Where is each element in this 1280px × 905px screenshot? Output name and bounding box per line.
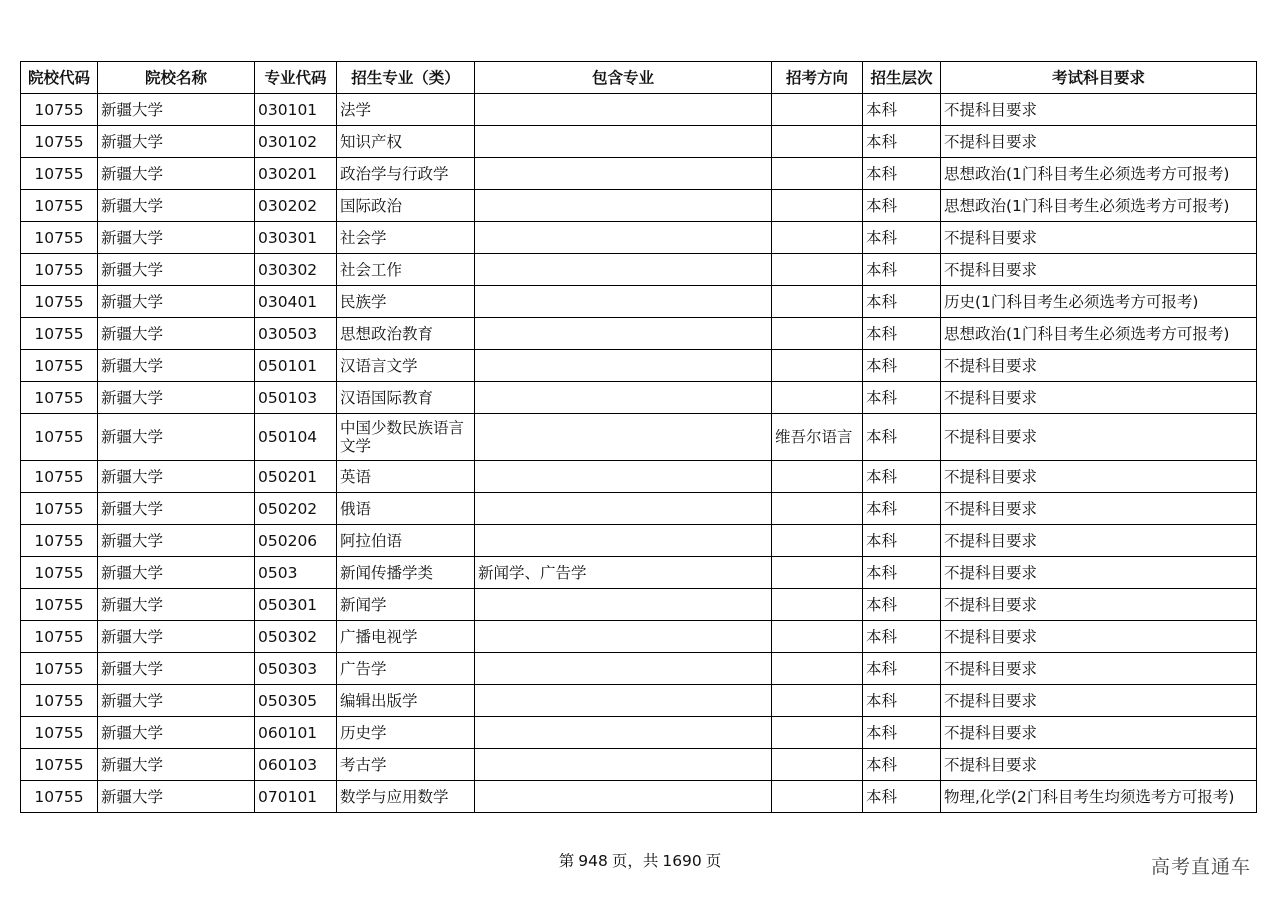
cell-school-name: 新疆大学 bbox=[98, 461, 255, 493]
cell-major: 新闻学 bbox=[337, 589, 475, 621]
cell-major-code: 0503 bbox=[255, 557, 337, 589]
table-body bbox=[21, 94, 1257, 813]
cell-major: 国际政治 bbox=[337, 190, 475, 222]
table-row bbox=[21, 493, 1257, 525]
table-row bbox=[21, 781, 1257, 813]
cell-included bbox=[475, 749, 772, 781]
header-included: 包含专业 bbox=[475, 62, 772, 94]
cell-level: 本科 bbox=[863, 94, 941, 126]
cell-requirement: 不提科目要求 bbox=[941, 350, 1257, 382]
cell-direction bbox=[772, 493, 863, 525]
cell-school-code: 10755 bbox=[21, 621, 98, 653]
header-requirement: 考试科目要求 bbox=[941, 62, 1257, 94]
cell-requirement: 不提科目要求 bbox=[941, 414, 1257, 461]
cell-major: 历史学 bbox=[337, 717, 475, 749]
table-row bbox=[21, 717, 1257, 749]
cell-level: 本科 bbox=[863, 685, 941, 717]
cell-school-code: 10755 bbox=[21, 749, 98, 781]
cell-major-code: 050101 bbox=[255, 350, 337, 382]
cell-direction bbox=[772, 350, 863, 382]
cell-school-name: 新疆大学 bbox=[98, 557, 255, 589]
cell-direction: 维吾尔语言 bbox=[772, 414, 863, 461]
cell-included bbox=[475, 653, 772, 685]
cell-included: 新闻学、广告学 bbox=[475, 557, 772, 589]
cell-included bbox=[475, 318, 772, 350]
cell-school-code: 10755 bbox=[21, 493, 98, 525]
cell-major: 中国少数民族语言文学 bbox=[337, 414, 475, 461]
cell-included bbox=[475, 222, 772, 254]
cell-direction bbox=[772, 286, 863, 318]
cell-major-code: 060101 bbox=[255, 717, 337, 749]
cell-included bbox=[475, 350, 772, 382]
cell-school-code: 10755 bbox=[21, 685, 98, 717]
cell-major-code: 030302 bbox=[255, 254, 337, 286]
table-row bbox=[21, 350, 1257, 382]
cell-major: 汉语国际教育 bbox=[337, 382, 475, 414]
cell-direction bbox=[772, 717, 863, 749]
cell-included bbox=[475, 461, 772, 493]
cell-school-name: 新疆大学 bbox=[98, 382, 255, 414]
cell-major: 民族学 bbox=[337, 286, 475, 318]
cell-major-code: 070101 bbox=[255, 781, 337, 813]
cell-direction bbox=[772, 94, 863, 126]
cell-major: 社会学 bbox=[337, 222, 475, 254]
cell-level: 本科 bbox=[863, 126, 941, 158]
cell-major: 汉语言文学 bbox=[337, 350, 475, 382]
cell-major: 广告学 bbox=[337, 653, 475, 685]
cell-school-name: 新疆大学 bbox=[98, 350, 255, 382]
cell-major-code: 050206 bbox=[255, 525, 337, 557]
cell-requirement: 不提科目要求 bbox=[941, 94, 1257, 126]
cell-school-name: 新疆大学 bbox=[98, 781, 255, 813]
watermark-text: 高考直通车 bbox=[1150, 856, 1251, 878]
cell-school-name: 新疆大学 bbox=[98, 717, 255, 749]
cell-included bbox=[475, 621, 772, 653]
table-row bbox=[21, 286, 1257, 318]
cell-level: 本科 bbox=[863, 781, 941, 813]
cell-major-code: 030503 bbox=[255, 318, 337, 350]
table-row bbox=[21, 525, 1257, 557]
cell-school-name: 新疆大学 bbox=[98, 126, 255, 158]
cell-level: 本科 bbox=[863, 382, 941, 414]
cell-school-code: 10755 bbox=[21, 126, 98, 158]
cell-included bbox=[475, 190, 772, 222]
table-row bbox=[21, 557, 1257, 589]
table-row bbox=[21, 749, 1257, 781]
cell-requirement: 物理,化学(2门科目考生均须选考方可报考) bbox=[941, 781, 1257, 813]
cell-school-name: 新疆大学 bbox=[98, 222, 255, 254]
cell-major-code: 060103 bbox=[255, 749, 337, 781]
cell-included bbox=[475, 94, 772, 126]
cell-school-name: 新疆大学 bbox=[98, 749, 255, 781]
cell-requirement: 不提科目要求 bbox=[941, 525, 1257, 557]
cell-major-code: 030201 bbox=[255, 158, 337, 190]
header-school-code: 院校代码 bbox=[21, 62, 98, 94]
cell-school-name: 新疆大学 bbox=[98, 318, 255, 350]
cell-major-code: 030202 bbox=[255, 190, 337, 222]
cell-direction bbox=[772, 318, 863, 350]
cell-major-code: 050305 bbox=[255, 685, 337, 717]
table-row bbox=[21, 254, 1257, 286]
cell-school-code: 10755 bbox=[21, 158, 98, 190]
cell-direction bbox=[772, 749, 863, 781]
cell-requirement: 不提科目要求 bbox=[941, 461, 1257, 493]
cell-included bbox=[475, 717, 772, 749]
cell-school-code: 10755 bbox=[21, 382, 98, 414]
cell-level: 本科 bbox=[863, 717, 941, 749]
cell-school-name: 新疆大学 bbox=[98, 589, 255, 621]
cell-direction bbox=[772, 190, 863, 222]
cell-school-code: 10755 bbox=[21, 286, 98, 318]
admissions-table bbox=[20, 61, 1257, 813]
cell-level: 本科 bbox=[863, 525, 941, 557]
cell-level: 本科 bbox=[863, 254, 941, 286]
cell-school-code: 10755 bbox=[21, 525, 98, 557]
cell-school-name: 新疆大学 bbox=[98, 414, 255, 461]
cell-school-name: 新疆大学 bbox=[98, 286, 255, 318]
cell-school-code: 10755 bbox=[21, 222, 98, 254]
table-row bbox=[21, 158, 1257, 190]
cell-requirement: 历史(1门科目考生必须选考方可报考) bbox=[941, 286, 1257, 318]
cell-level: 本科 bbox=[863, 461, 941, 493]
cell-included bbox=[475, 414, 772, 461]
cell-school-name: 新疆大学 bbox=[98, 254, 255, 286]
page-suffix: 页 bbox=[705, 852, 722, 870]
page-middle: 页，共 bbox=[611, 852, 659, 870]
cell-school-code: 10755 bbox=[21, 254, 98, 286]
cell-requirement: 思想政治(1门科目考生必须选考方可报考) bbox=[941, 190, 1257, 222]
cell-direction bbox=[772, 222, 863, 254]
header-level: 招生层次 bbox=[863, 62, 941, 94]
page-number: 948 bbox=[578, 852, 608, 870]
cell-major: 英语 bbox=[337, 461, 475, 493]
cell-requirement: 不提科目要求 bbox=[941, 254, 1257, 286]
cell-school-name: 新疆大学 bbox=[98, 525, 255, 557]
cell-school-name: 新疆大学 bbox=[98, 621, 255, 653]
cell-included bbox=[475, 589, 772, 621]
cell-direction bbox=[772, 589, 863, 621]
cell-major-code: 050103 bbox=[255, 382, 337, 414]
cell-major: 社会工作 bbox=[337, 254, 475, 286]
page-footer bbox=[0, 849, 1280, 871]
cell-direction bbox=[772, 653, 863, 685]
header-row bbox=[21, 62, 1257, 94]
cell-major-code: 050202 bbox=[255, 493, 337, 525]
cell-major: 政治学与行政学 bbox=[337, 158, 475, 190]
cell-included bbox=[475, 685, 772, 717]
cell-school-code: 10755 bbox=[21, 557, 98, 589]
cell-direction bbox=[772, 461, 863, 493]
cell-level: 本科 bbox=[863, 350, 941, 382]
cell-level: 本科 bbox=[863, 749, 941, 781]
cell-major: 俄语 bbox=[337, 493, 475, 525]
cell-requirement: 不提科目要求 bbox=[941, 222, 1257, 254]
cell-requirement: 不提科目要求 bbox=[941, 749, 1257, 781]
cell-level: 本科 bbox=[863, 190, 941, 222]
cell-school-code: 10755 bbox=[21, 589, 98, 621]
cell-level: 本科 bbox=[863, 557, 941, 589]
cell-school-name: 新疆大学 bbox=[98, 94, 255, 126]
table-row bbox=[21, 653, 1257, 685]
cell-requirement: 不提科目要求 bbox=[941, 717, 1257, 749]
cell-school-code: 10755 bbox=[21, 414, 98, 461]
cell-major: 广播电视学 bbox=[337, 621, 475, 653]
cell-direction bbox=[772, 382, 863, 414]
cell-major-code: 030101 bbox=[255, 94, 337, 126]
cell-school-code: 10755 bbox=[21, 717, 98, 749]
cell-included bbox=[475, 781, 772, 813]
cell-direction bbox=[772, 126, 863, 158]
table-row bbox=[21, 318, 1257, 350]
cell-major: 数学与应用数学 bbox=[337, 781, 475, 813]
cell-school-code: 10755 bbox=[21, 653, 98, 685]
cell-school-name: 新疆大学 bbox=[98, 190, 255, 222]
cell-level: 本科 bbox=[863, 621, 941, 653]
cell-major: 知识产权 bbox=[337, 126, 475, 158]
cell-major-code: 050201 bbox=[255, 461, 337, 493]
cell-included bbox=[475, 254, 772, 286]
cell-major-code: 050104 bbox=[255, 414, 337, 461]
cell-school-name: 新疆大学 bbox=[98, 158, 255, 190]
header-direction: 招考方向 bbox=[772, 62, 863, 94]
cell-requirement: 不提科目要求 bbox=[941, 589, 1257, 621]
table-row bbox=[21, 94, 1257, 126]
cell-direction bbox=[772, 781, 863, 813]
cell-school-code: 10755 bbox=[21, 318, 98, 350]
cell-major: 法学 bbox=[337, 94, 475, 126]
table-row bbox=[21, 589, 1257, 621]
cell-included bbox=[475, 286, 772, 318]
cell-school-name: 新疆大学 bbox=[98, 685, 255, 717]
table-row bbox=[21, 461, 1257, 493]
cell-requirement: 不提科目要求 bbox=[941, 557, 1257, 589]
cell-level: 本科 bbox=[863, 493, 941, 525]
cell-major: 编辑出版学 bbox=[337, 685, 475, 717]
cell-requirement: 不提科目要求 bbox=[941, 685, 1257, 717]
cell-requirement: 不提科目要求 bbox=[941, 493, 1257, 525]
table-row bbox=[21, 190, 1257, 222]
cell-requirement: 不提科目要求 bbox=[941, 653, 1257, 685]
cell-requirement: 思想政治(1门科目考生必须选考方可报考) bbox=[941, 318, 1257, 350]
table-row bbox=[21, 222, 1257, 254]
cell-school-code: 10755 bbox=[21, 350, 98, 382]
table-row bbox=[21, 414, 1257, 461]
cell-major-code: 030301 bbox=[255, 222, 337, 254]
cell-level: 本科 bbox=[863, 158, 941, 190]
cell-major-code: 050303 bbox=[255, 653, 337, 685]
cell-direction bbox=[772, 254, 863, 286]
header-major-code: 专业代码 bbox=[255, 62, 337, 94]
table-row bbox=[21, 621, 1257, 653]
cell-school-code: 10755 bbox=[21, 461, 98, 493]
cell-school-name: 新疆大学 bbox=[98, 493, 255, 525]
cell-included bbox=[475, 493, 772, 525]
cell-major: 阿拉伯语 bbox=[337, 525, 475, 557]
cell-major: 考古学 bbox=[337, 749, 475, 781]
cell-level: 本科 bbox=[863, 653, 941, 685]
cell-direction bbox=[772, 525, 863, 557]
cell-requirement: 不提科目要求 bbox=[941, 621, 1257, 653]
header-major: 招生专业（类） bbox=[337, 62, 475, 94]
cell-school-code: 10755 bbox=[21, 190, 98, 222]
cell-school-code: 10755 bbox=[21, 781, 98, 813]
cell-level: 本科 bbox=[863, 222, 941, 254]
header-school-name: 院校名称 bbox=[98, 62, 255, 94]
cell-included bbox=[475, 126, 772, 158]
page-prefix: 第 bbox=[558, 852, 575, 870]
cell-school-name: 新疆大学 bbox=[98, 653, 255, 685]
cell-major: 思想政治教育 bbox=[337, 318, 475, 350]
cell-included bbox=[475, 525, 772, 557]
table-row bbox=[21, 126, 1257, 158]
cell-direction bbox=[772, 685, 863, 717]
cell-requirement: 不提科目要求 bbox=[941, 382, 1257, 414]
cell-direction bbox=[772, 557, 863, 589]
table-row bbox=[21, 685, 1257, 717]
cell-major-code: 050302 bbox=[255, 621, 337, 653]
cell-level: 本科 bbox=[863, 286, 941, 318]
cell-major-code: 050301 bbox=[255, 589, 337, 621]
table-row bbox=[21, 382, 1257, 414]
cell-school-code: 10755 bbox=[21, 94, 98, 126]
cell-requirement: 思想政治(1门科目考生必须选考方可报考) bbox=[941, 158, 1257, 190]
cell-included bbox=[475, 382, 772, 414]
cell-requirement: 不提科目要求 bbox=[941, 126, 1257, 158]
cell-major-code: 030102 bbox=[255, 126, 337, 158]
cell-direction bbox=[772, 621, 863, 653]
cell-level: 本科 bbox=[863, 589, 941, 621]
cell-major: 新闻传播学类 bbox=[337, 557, 475, 589]
cell-major-code: 030401 bbox=[255, 286, 337, 318]
cell-direction bbox=[772, 158, 863, 190]
cell-level: 本科 bbox=[863, 414, 941, 461]
cell-included bbox=[475, 158, 772, 190]
page-total: 1690 bbox=[662, 852, 702, 870]
cell-level: 本科 bbox=[863, 318, 941, 350]
